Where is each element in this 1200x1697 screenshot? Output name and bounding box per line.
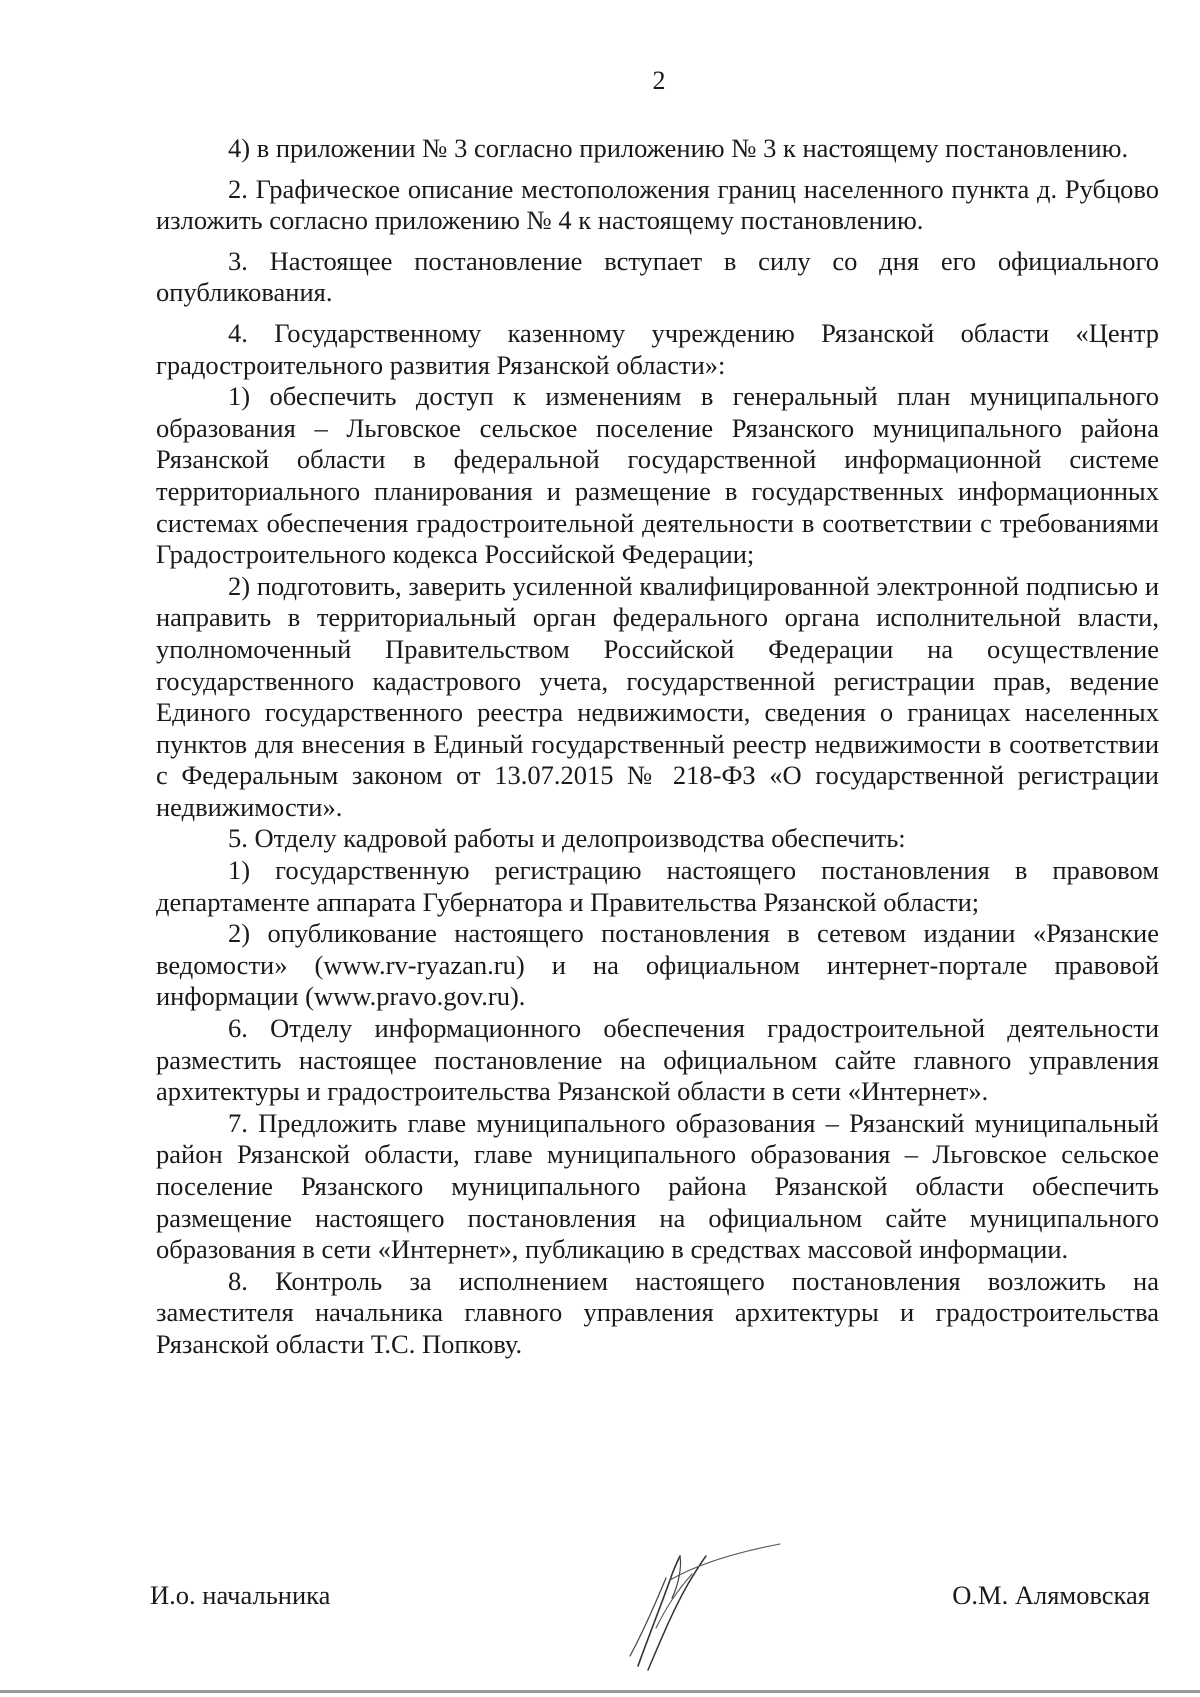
paragraph-item-1-4: 4) в приложении № 3 согласно приложению № 3 к настоящему постановлению. <box>228 133 1129 163</box>
bottom-divider <box>0 1690 1200 1693</box>
paragraph-clause-6: 6. Отделу информационного обеспечения градостроительной деятельности разместить настоящее постановление на официальном сайте главного управления архитектуры и градостроительства Рязанской области в сети «Интернет». <box>156 1013 1159 1107</box>
paragraph-clause-4-1: 1) обеспечить доступ к изменениям в генеральный план муниципального образования – Льговское сельское поселение Рязанского муниципального района Рязанской области в федеральной государственной информационной системе территориального планирования и размещение в государственных информационных системах обеспечения градостроительной деятельности в соответствии с требованиями Градостроительного кодекса Российской Федерации; <box>156 381 1159 570</box>
paragraph-clause-3: 3. Настоящее постановление вступает в силу со дня его официального опубликования. <box>156 245 1159 308</box>
paragraph-clause-5-2: 2) опубликование настоящего постановления в сетевом издании «Рязанские ведомости» (www.rv-ryazan.ru) и на официальном интернет-портале правовой информации (www.pravo.gov.ru). <box>156 918 1159 1012</box>
page-number: 2 <box>652 66 666 95</box>
paragraph-clause-5-1: 1) государственную регистрацию настоящего постановления в правовом департаменте аппарата Губернатора и Правительства Рязанской области; <box>156 855 1159 917</box>
paragraph-clause-4: 4. Государственному казенному учреждению Рязанской области «Центр градостроительного развития Рязанской области»: <box>156 317 1159 380</box>
document-body <box>156 133 1159 1361</box>
paragraph-clause-7: 7. Предложить главе муниципального образования – Рязанский муниципальный район Рязанской области, главе муниципального образования – Льговское сельское поселение Рязанского муниципального района Рязанской области обеспечить размещение настоящего постановления на официальном сайте муниципального образования в сети «Интернет», публикацию в средствах массовой информации. <box>156 1107 1159 1265</box>
paragraph-clause-5: 5. Отделу кадровой работы и делопроизводства обеспечить: <box>228 823 906 854</box>
paragraph-clause-2: 2. Графическое описание местоположения границ населенного пункта д. Рубцово изложить согласно приложению № 4 к настоящему постановлению. <box>156 173 1159 236</box>
signatory-position: И.о. начальника <box>150 1580 331 1610</box>
paragraph-clause-8: 8. Контроль за исполнением настоящего постановления возложить на заместителя начальника главного управления архитектуры и градостроительства Рязанской области Т.С. Попкову. <box>156 1265 1159 1359</box>
paragraph-clause-4-2: 2) подготовить, заверить усиленной квалифицированной электронной подписью и направить в территориальный орган федерального органа исполнительной власти, уполномоченный Правительством Российской Федерации на осуществление государственного кадастрового учета, государственной регистрации прав, ведение Единого государственного реестра недвижимости, сведения о границах населенных пунктов для внесения в Единый государственный реестр недвижимости в соответствии с Федеральным законом от 13.07.2015 № 218-ФЗ «О государственной регистрации недвижимости». <box>156 570 1159 822</box>
signatory-name: О.М. Алямовская <box>952 1580 1150 1610</box>
signature-block <box>150 1580 1150 1660</box>
